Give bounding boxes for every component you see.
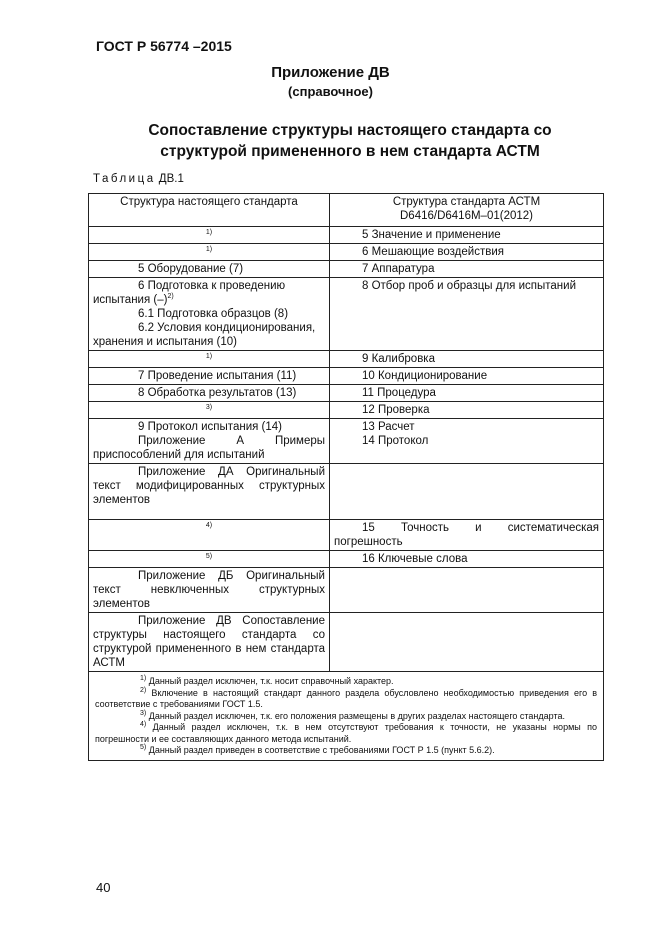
section-6-label: 6 Подготовка к проведению испытания (–) [93, 280, 286, 306]
current-cell: Приложение ДБ Оригинальный текст невключенных структурных элементов [89, 568, 330, 613]
footnote-5 [95, 745, 597, 757]
section-6-2-label: 6.2 Условия кондиционирования, хранения и испытания (10) [93, 322, 316, 348]
table-row [89, 613, 604, 672]
table-row [89, 520, 604, 551]
footnote-mark: 1) [140, 675, 147, 682]
footnote-mark: 5) [140, 744, 147, 751]
astm-cell: 5 Значение и применение [330, 227, 604, 244]
footnote-ref: 3) [89, 402, 330, 419]
table-row [89, 464, 604, 520]
astm-cell: 15 Точность и систематическая погрешность [330, 520, 604, 551]
table-row [89, 385, 604, 402]
footnote-ref: 1) [89, 244, 330, 261]
page-number: 40 [96, 880, 111, 895]
heading-line-2: структурой примененного в нем стандарта АСТМ [160, 143, 540, 160]
astm-cell [330, 568, 604, 613]
annex-a-label: Приложение А Примеры приспособлений для испытаний [93, 435, 325, 461]
heading-line-1: Сопоставление структуры настоящего стандарта со [148, 122, 552, 139]
footnote-mark: 3) [140, 709, 147, 717]
footnote-3 [95, 711, 597, 723]
table-caption [93, 173, 184, 185]
footnotes-row [89, 672, 604, 761]
footnote-ref: 1) [89, 227, 330, 244]
table-row [89, 402, 604, 419]
current-cell [89, 278, 330, 351]
astm-cell: 7 Аппаратура [330, 261, 604, 278]
footnote-ref: 4) [89, 520, 330, 551]
current-cell [89, 419, 330, 464]
comparison-table [88, 193, 604, 761]
table-header-row [89, 194, 604, 227]
astm-cell: 6 Мешающие воздействия [330, 244, 604, 261]
footnote-mark: 4) [140, 721, 147, 728]
table-caption-number: ДВ.1 [155, 173, 184, 185]
section-6-1-label: 6.1 Подготовка образцов (8) [138, 308, 289, 320]
table-footnotes [89, 672, 604, 761]
current-cell: Приложение ДВ Сопоставление структуры настоящего стандарта со структурой примененного в нем стандарта АСТМ [89, 613, 330, 672]
section-9-label: 9 Протокол испытания (14) [138, 421, 282, 433]
current-cell: 8 Обработка результатов (13) [89, 385, 330, 402]
astm-cell [330, 464, 604, 520]
table-row [89, 568, 604, 613]
astm-cell: 12 Проверка [330, 402, 604, 419]
table-row [89, 368, 604, 385]
column-header-current: Структура настоящего стандарта [89, 194, 330, 227]
footnote-text: Включение в настоящий стандарт данного раздела обусловлено необходимостью приведения его в соответствие с требованиями ГОСТ 1.5. [95, 687, 597, 709]
table-row [89, 551, 604, 568]
appendix-subtitle: (справочное) [288, 84, 373, 99]
table-caption-word: Таблица [93, 173, 156, 185]
footnote-text: Данный раздел приведен в соответствие с требованиями ГОСТ Р 1.5 (пункт 5.6.2). [146, 745, 495, 755]
footnote-ref: 5) [89, 551, 330, 568]
appendix-heading [90, 120, 610, 162]
astm-cell: 9 Калибровка [330, 351, 604, 368]
current-cell: 7 Проведение испытания (11) [89, 368, 330, 385]
astm-cell: 11 Процедура [330, 385, 604, 402]
table-row [89, 278, 604, 351]
current-cell: Приложение ДА Оригинальный текст модифицированных структурных элементов [89, 464, 330, 520]
table-row [89, 244, 604, 261]
column-header-astm-line-1: Структура стандарта АСТМ [392, 196, 541, 208]
astm-cell: 8 Отбор проб и образцы для испытаний [330, 278, 604, 351]
table-row [89, 227, 604, 244]
astm-cell: 16 Ключевые слова [330, 551, 604, 568]
footnote-mark: 2) [140, 686, 147, 694]
column-header-astm-line-2: D6416/D6416M–01(2012) [400, 210, 533, 222]
column-header-astm [330, 194, 604, 227]
footnote-4 [95, 722, 597, 745]
footnote-ref: 1) [89, 351, 330, 368]
astm-cell [330, 613, 604, 672]
document-code: ГОСТ Р 56774 –2015 [96, 38, 232, 54]
table-row [89, 351, 604, 368]
table-row [89, 261, 604, 278]
footnote-ref: 2) [167, 293, 174, 301]
footnote-text: Данный раздел исключен, т.к. носит справочный характер. [146, 676, 394, 686]
footnote-2 [95, 688, 597, 711]
astm-cell: 10 Кондиционирование [330, 368, 604, 385]
astm-cell [330, 419, 604, 464]
footnote-text: Данный раздел исключен, т.к. в нем отсутствуют требования к точности, не указаны нормы по погрешности и ее составляющих данного метода испытаний. [95, 722, 597, 744]
current-cell: 5 Оборудование (7) [89, 261, 330, 278]
table-row [89, 419, 604, 464]
astm-13-label: 13 Расчет [362, 421, 415, 433]
astm-14-label: 14 Протокол [362, 435, 429, 447]
footnote-text: Данный раздел исключен, т.к. его положения размещены в других разделах настоящего стандарта. [146, 710, 565, 721]
appendix-title: Приложение ДВ [271, 64, 390, 81]
footnote-1 [95, 676, 597, 688]
